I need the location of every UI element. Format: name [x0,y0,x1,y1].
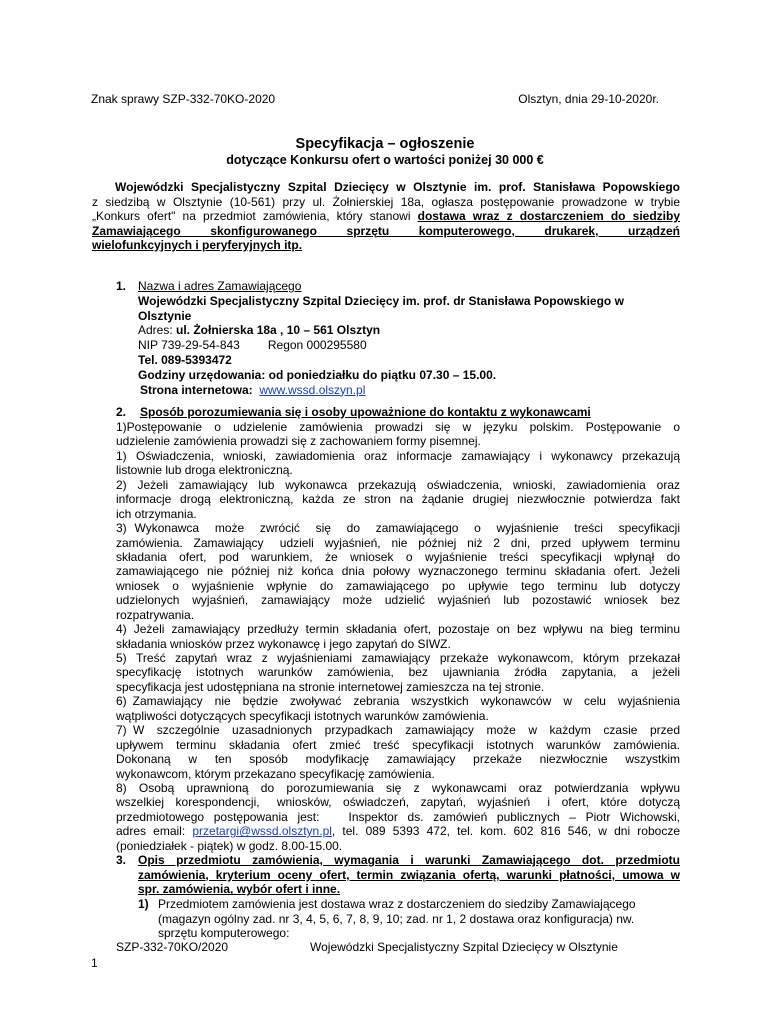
nip: NIP 739-29-54-843 [138,338,240,353]
website-row [138,383,678,398]
section-heading-text: Opis przedmiotu zamówienia, wymagania i warunki Zamawiającego dot. przedmiotu [138,853,680,867]
website-label: Strona internetowa: [140,382,260,397]
intro-line: z siedzibą w Olsztynie (10-561) przy ul. Żołnierskiej 18a, ogłasza postępowanie prowadzone w trybie [92,194,680,209]
email-prefix: adres email: [116,824,193,839]
institution-name-cont: Olsztynie [138,308,192,323]
paragraph-line: 4) Jeżeli zamawiający przedłuży termin składania ofert, pozostaje on bez wpływu na bieg terminu [116,622,680,637]
email-suffix: , tel. 089 5393 472, tel. kom. 602 816 546, w dni robocze [331,824,680,839]
list-item-cont: sprzętu komputerowego: [158,926,290,941]
address-value: ul. Żołnierska 18a , 10 – 561 Olsztyn [176,323,381,338]
paragraph-line: przedmiotowego postępowania jest: Inspektor ds. zamówień publicznych – Piotr Wichowski, [116,809,680,824]
paragraph-line: wykonawcom, którym przekazano specyfikację zamówienia. [116,766,435,781]
section-number: 1. [116,279,127,293]
paragraph-line: wniosek o wyjaśnienie wpłynie do zamawiającego po upływie tego terminu lub dotyczy [116,578,680,593]
office-hours: Godziny urzędowania: od poniedziałku do piątku 07.30 – 15.00. [138,367,497,382]
section-2-header [116,405,591,419]
paragraph-line: 3) Wykonawca może zwrócić się do zamawiającego o wyjaśnienie treści specyfikacji [116,521,680,536]
item-number: 1) [138,897,149,912]
section-heading [116,853,680,868]
regon: Regon 000295580 [267,338,367,353]
nip-regon-row [138,338,678,353]
intro-text: „Konkurs ofert" na przedmiot zamówienia, który stanowi [92,209,418,223]
section-heading: zamówienia, kryterium oceny ofert, termin związania ofertą, warunki płatności, umowa w [138,867,680,882]
address-label: Adres: [138,323,177,338]
paragraph-line: składania wniosków przez wykonawcę i jego zapytań do SIWZ. [116,636,451,651]
paragraph-line: zamówienia. Zamawiający udzieli wyjaśnień, nie później niż 2 dni, przed upływem terminu [116,535,680,550]
paragraph-line: udzielenie zamówienia prowadzi się z zachowaniem formy pisemnej. [116,434,481,449]
section-heading: Sposób porozumiewania się i osoby upoważnione do kontaktu z wykonawcami [140,405,591,419]
paragraph-line: składania ofert, pod warunkiem, że wniosek o wyjaśnienie treści specyfikacji wpłynął do [116,549,680,564]
list-item [116,897,680,912]
paragraph-line: Dokonaną w ten sposób modyfikację zamawiający przekaże niezwłocznie wszystkim [116,752,680,767]
page-footer [116,940,636,954]
email-link[interactable]: przetargi@wssd.olsztyn.pl [192,824,332,839]
paragraph-line: 1) Oświadczenia, wnioski, zawiadomienia oraz informacje zamawiający i wykonawcy przekazują [116,448,680,463]
paragraph-line: specyfikacja jest udostępniana na stronie internetowej zamieszcza na tej stronie. [116,679,545,694]
footer-institution: Wojewódzki Specjalistyczny Szpital Dziecięcy w Olsztynie [310,940,618,954]
document-header [91,92,659,108]
paragraph-line: udzielonych wyjaśnień, zamawiający może udzielić wyjaśnień lub pozostawić wniosek bez [116,593,680,608]
email-line [116,824,680,838]
intro-subject: dostawa wraz z dostarczeniem do siedziby [417,209,680,223]
case-reference: Znak sprawy SZP-332-70KO-2020 [91,92,276,106]
list-item-cont: (magazyn ogólny zad. nr 3, 4, 5, 6, 7, 8, 9, 10; zad. nr 1, 2 dostawa oraz konfiguracja) nw. [158,911,635,926]
item-text: Przedmiotem zamówienia jest dostawa wraz z dostarczeniem do siedziby Zamawiającego [158,897,636,912]
paragraph-line: 6) Zamawiający nie będzie zwoływać zebrania wszystkich wykonawców w celu wyjaśnienia [116,694,680,709]
intro-paragraph [92,180,680,253]
paragraph-line: ich otrzymania. [116,506,197,521]
section-3 [116,853,680,941]
section-heading: Nazwa i adres Zamawiającego [138,279,302,293]
document-subtitle: dotyczące Konkursu ofert o wartości poniżej 30 000 € [226,153,544,167]
paragraph-line: listownie lub droga elektroniczną. [116,463,293,478]
intro-line: Wojewódzki Specjalistyczny Szpital Dziecięcy w Olsztynie im. prof. Stanisława Popowskiego [115,180,680,194]
paragraph-line: upływem terminu składania ofert zmieć treść specyfikacji istotnych warunków zamówienia. [116,737,680,752]
paragraph-line: wszelkiej korespondencji, wniosków, oświadczeń, zapytań, wyjaśnień i ofert, które dotyczą [116,795,680,810]
paragraph-line: wątpliwości dotyczących specyfikacji istotnych warunków zamówienia. [116,708,489,723]
paragraph-line: 8) Osobą uprawnioną do porozumiewania się z wykonawcami oraz potwierdzania wpływu [116,780,680,795]
section-number: 3. [116,853,127,867]
section-heading: spr. zamówienia, wybór ofert i inne. [138,882,341,897]
intro-subject-line: wielofunkcyjnych i peryferyjnych itp. [92,238,303,252]
address-row [138,323,678,338]
section-number: 2. [116,405,127,419]
paragraph-line: specyfikację istotnych warunków zamówienia, bez ujawniania źródła zapytania, a jeżeli [116,665,680,680]
paragraph-line: (poniedziałek - piątek) w godz. 8.00-15.00. [116,838,343,853]
footer-reference: SZP-332-70KO/2020 [116,940,229,954]
paragraph-line: zamawiającego nie później niż końca dnia połowy wyznaczonego terminu składania ofert. Jeżeli [116,564,680,579]
place-date: Olsztyn, dnia 29-10-2020r. [518,92,659,106]
paragraph-line: informacje drogą elektroniczną, każda ze stron na żądanie drugiej niezwłocznie potwierdza fakt [116,492,680,507]
intro-line [92,209,680,224]
paragraph-line: 5) Treść zapytań wraz z wyjaśnieniami zamawiający przekaże wykonawcom, którym przekazał [116,651,680,665]
telephone: Tel. 089-5393472 [138,352,232,367]
section-2-body [116,420,680,853]
page-number: 1 [91,956,98,970]
website-link[interactable]: www.wssd.olszyn.pl [259,382,366,397]
paragraph-line: 7) W szczególnie uzasadnionych przypadkach zamawiający może w każdym czasie przed [116,723,680,738]
paragraph-line: 1)Postępowanie o udzielenie zamówienia prowadzi się w języku polskim. Postępowanie o [116,420,680,434]
institution-name: Wojewódzki Specjalistyczny Szpital Dziecięcy im. prof. dr Stanisława Popowskiego w [138,293,624,308]
paragraph-line: 2) Jeżeli zamawiający lub wykonawca przekazują oświadczenia, wnioski, zawiadomienia oraz [116,477,680,492]
intro-subject-line: Zamawiającego skonfigurowanego sprzętu komputerowego, drukarek, urządzeń [92,223,680,238]
document-title: Specyfikacja – ogłoszenie [295,136,475,152]
paragraph-line: rozpatrywania. [116,607,195,622]
